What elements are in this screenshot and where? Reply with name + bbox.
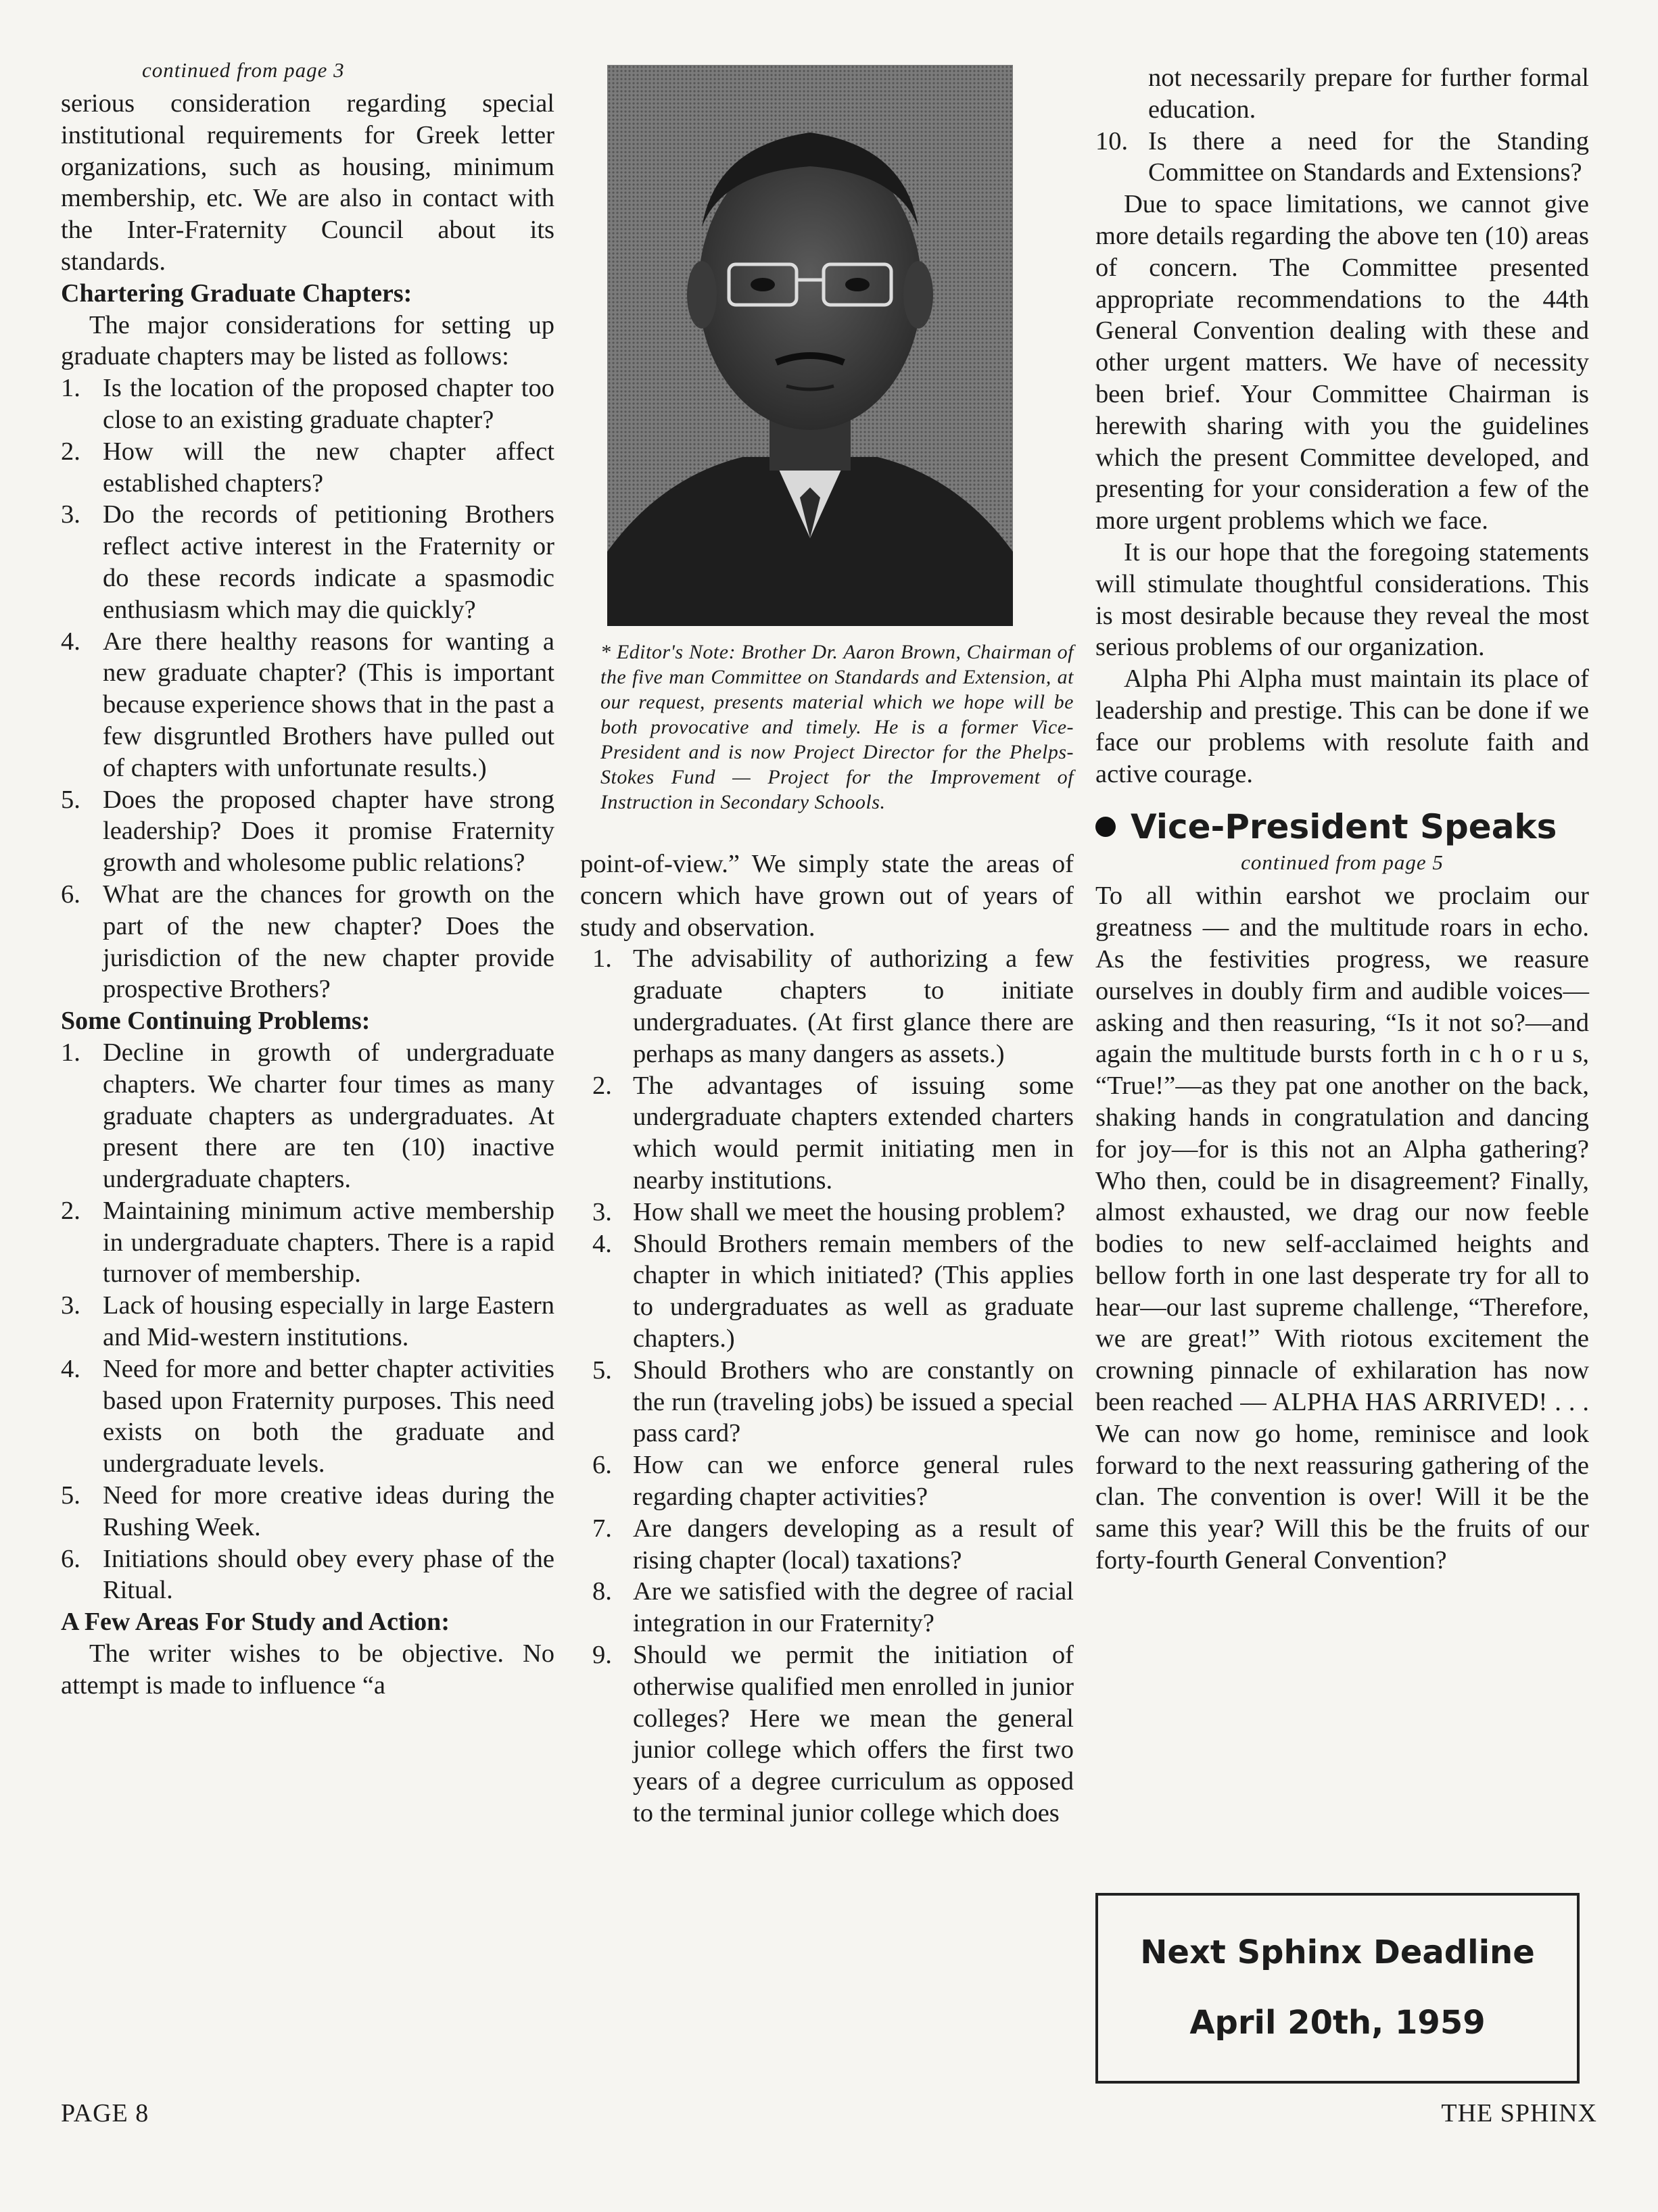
portrait-illustration — [607, 65, 1013, 626]
list-item: 3. Lack of housing especially in large Eastern and Mid-western institutions. — [61, 1291, 554, 1352]
list-item: 1. Decline in growth of undergraduate chapters. We charter four times as many graduate chapters as undergraduates. At present there are ten (10) inactive undergraduate chapters. — [61, 1038, 554, 1194]
problems-list — [61, 1037, 554, 1606]
column-1 — [61, 54, 554, 1702]
list-item: 4. Should Brothers remain members of the chapter in which initiated? (This applies to undergraduates as well as graduate chapters.) — [592, 1229, 1074, 1353]
bullet-icon — [1095, 817, 1116, 837]
list-item: 6. How can we enforce general rules regarding chapter activities? — [592, 1451, 1074, 1511]
deadline-title: Next Sphinx Deadline — [1140, 1933, 1535, 1971]
list-item: 2. How will the new chapter affect established chapters? — [61, 437, 554, 498]
list-item: 8. Are we satisfied with the degree of racial integration in our Fraternity? — [592, 1577, 1074, 1638]
portrait-photo — [607, 65, 1013, 626]
list-item: 1. Is the location of the proposed chapter too close to an existing graduate chapter? — [61, 374, 554, 434]
study-heading: A Few Areas For Study and Action: — [61, 1608, 450, 1637]
list-item: 4. Need for more and better chapter activities based upon Fraternity purposes. This need exists on both the graduate and undergraduate levels. — [61, 1354, 554, 1478]
list-item: 1. The advisability of authorizing a few graduate chapters to initiate undergraduates. (At first glance there are perhaps as many dangers as assets.) — [592, 944, 1074, 1068]
publication-name: THE SPHINX — [1441, 2099, 1597, 2127]
areas-list — [580, 943, 1074, 1829]
list-item: 5. Should Brothers who are constantly on the run (traveling jobs) be issued a special pass card? — [592, 1355, 1074, 1448]
column-3 — [1095, 62, 1589, 1577]
list-item: 3. How shall we meet the housing problem? — [592, 1197, 1066, 1226]
paragraph: It is our hope that the foregoing statements will stimulate thoughtful considerations. This is most desirable because they reveal the most serious problems of our organization. — [1095, 537, 1589, 662]
column-2 — [580, 51, 1074, 1829]
list-item: 2. Maintaining minimum active membership in undergraduate chapters. There is a rapid turnover of membership. — [61, 1196, 554, 1289]
problems-heading: Some Continuing Problems: — [61, 1007, 371, 1036]
list-item-continuation: not necessarily prepare for further formal education. — [1148, 64, 1589, 124]
list-item: 5. Need for more creative ideas during the Rushing Week. — [61, 1481, 554, 1541]
editors-note-caption: * Editor's Note: Brother Dr. Aaron Brown, Chairman of the five man Committee on Standards and Extension, at our request, presents material which we hope will be both provocative and timely. He is a former Vice-President and is now Project Director for the Phelps-Stokes Fund — Project for the Improvement of Instruction in Secondary Schools. — [600, 641, 1074, 813]
list-item: 7. Are dangers developing as a result of rising chapter (local) taxations? — [592, 1514, 1074, 1574]
deadline-date: April 20th, 1959 — [1189, 2004, 1486, 2042]
chartering-heading: Chartering Graduate Chapters: — [61, 279, 412, 308]
areas-list-continued — [1095, 62, 1589, 189]
study-intro: The writer wishes to be objective. No attempt is made to influence “a — [61, 1639, 554, 1700]
intro-paragraph: serious consideration regarding special institutional requirements for Greek letter organizations, such as housing, minimum membership, etc. We are also in contact with the Inter-Fraternity Council about its standards. — [61, 89, 554, 276]
continued-note: continued from page 5 — [1241, 850, 1444, 875]
chartering-intro: The major considerations for setting up graduate chapters may be listed as follows: — [61, 310, 554, 371]
list-item: 6. What are the chances for growth on the part of the new chapter? Does the jurisdiction of the new chapter provide prospective Brothers? — [61, 880, 554, 1004]
list-item: 3. Do the records of petitioning Brothers reflect active interest in the Fraternity or do these records indicate a spasmodic enthusiasm which may die quickly? — [61, 500, 554, 624]
paragraph: Due to space limitations, we cannot give more details regarding the above ten (10) areas of concern. The Committee presented appropriate recommendations to the 44th General Convention dealing with these and other urgent matters. We have of necessity been brief. Your Committee Chairman is herewith sharing with you the guidelines which the present Committee developed, and presenting for your consideration a few of the more urgent problems which we face. — [1095, 190, 1589, 535]
list-item: 6. Initiations should obey every phase of the Ritual. — [61, 1544, 554, 1605]
col2-paragraph: point-of-view.” We simply state the areas of concern which have grown out of years of study and observation. — [580, 850, 1074, 942]
deadline-box — [1095, 1893, 1580, 2084]
vice-president-text: To all within earshot we proclaim our greatness — and the multitude roars in echo. As the festivities progress, we reasure ourselves in doubly firm and audible voices—asking and then reasuring, “Is it not so?—and again the multitude bursts forth in c h o r u s, “True!”—as they pat one another on the back, shaking hands in congratulation and dancing for joy—for is this not an Alpha gathering? Who then, could be in disagreement? Finally, almost exhausted, we drag our now feeble bodies to new self-acclaimed heights and bellow forth in one last desperate try for all to hear—our last supreme challenge, “Therefore, we are great!” With riotous excitement the crowning pinnacle of exhilaration has now been reached — ALPHA HAS ARRIVED! . . . We can now go home, reminisce and look forward to the next reassuring gathering of the clan. The convention is over! Will it be the same this year? Will this be the fruits of our forty-fourth General Convention? — [1095, 882, 1589, 1575]
vice-president-heading: Vice-President Speaks — [1095, 807, 1589, 846]
continued-note: continued from page 3 — [142, 58, 345, 82]
page-number: PAGE 8 — [61, 2099, 149, 2127]
list-item: 5. Does the proposed chapter have strong leadership? Does it promise Fraternity growth and wholesome public relations? — [61, 785, 554, 877]
list-item: 2. The advantages of issuing some undergraduate chapters extended charters which would permit initiating men in nearby institutions. — [592, 1071, 1074, 1195]
chartering-list — [61, 372, 554, 1005]
list-item: 4. Are there healthy reasons for wanting a new graduate chapter? (This is important because experience shows that in the past a few disgruntled Brothers have pulled out of chapters with unfortunate results.) — [61, 627, 554, 782]
paragraph: Alpha Phi Alpha must maintain its place of leadership and prestige. This can be done if we face our problems with resolute faith and active courage. — [1095, 665, 1589, 788]
list-item: 10. Is there a need for the Standing Committee on Standards and Extensions? — [1095, 126, 1589, 187]
list-item: 9. Should we permit the initiation of otherwise qualified men enrolled in junior colleges? Here we mean the general junior college which offers the first two years of a degree curriculum as opposed to the terminal junior college which does — [592, 1640, 1074, 1827]
